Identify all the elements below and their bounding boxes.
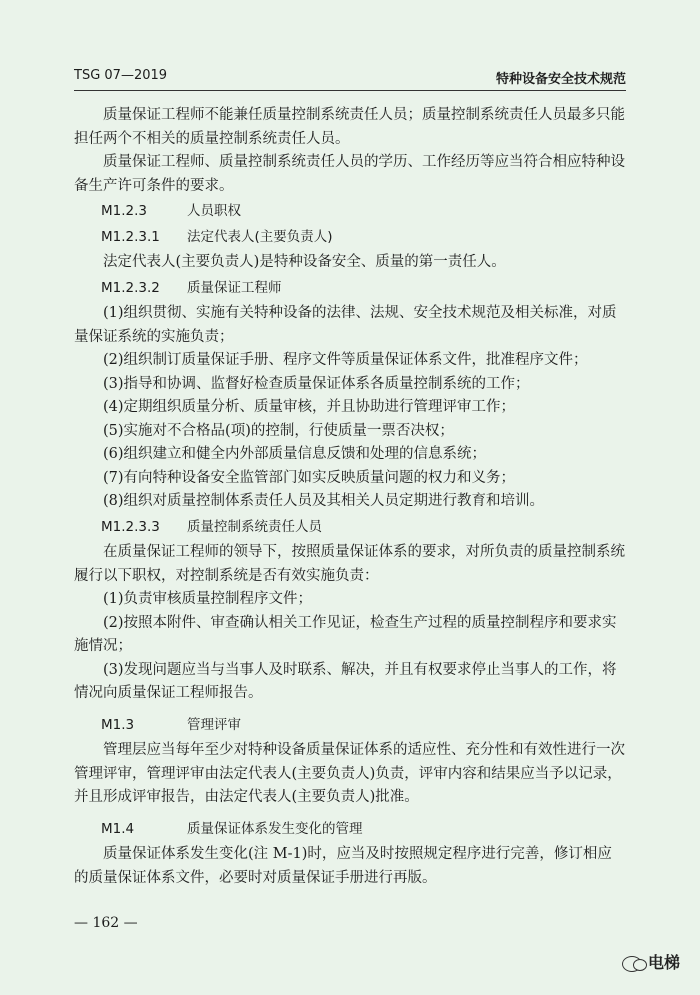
section-title: 人员职权 — [187, 203, 241, 219]
header-title: 特种设备安全技术规范 — [495, 72, 626, 87]
list-item: (3)指导和协调、监督好检查质量保证体系各质量控制系统的工作； — [103, 375, 530, 392]
section-number: M1.2.3 — [101, 203, 147, 219]
section-title: 质量控制系统责任人员 — [187, 518, 322, 535]
page-header — [74, 68, 626, 90]
section-number: M1.2.3.3 — [101, 518, 160, 535]
section-heading — [74, 714, 626, 738]
section-heading — [74, 200, 626, 224]
paragraph: 在质量保证工程师的领导下，按照质量保证体系的要求，对所负责的质量控制系统履行以下职权，对控制系统是否有效实施负责： — [74, 544, 625, 584]
list-item: (1)负责审核质量控制程序文件； — [103, 591, 313, 607]
list-item: (3)发现问题应当与当事人及时联系、解决，并且有权要求停止当事人的工作，将情况向质量保证工程师报告。 — [74, 661, 617, 701]
section-title: 管理评审 — [187, 716, 241, 733]
paragraph: 质量保证体系发生变化(注 M-1)时，应当及时按照规定程序进行完善，修订相应的质量保证体系文件，必要时对质量保证手册进行再版。 — [74, 846, 612, 886]
list-item: (5)实施对不合格品(项)的控制，行使质量一票否决权； — [103, 422, 454, 439]
section-number: M1.2.3.1 — [101, 228, 160, 245]
list-item: (4)定期组织质量分析、质量审核，并且协助进行管理评审工作； — [103, 399, 516, 415]
logo-text: 电梯 — [647, 953, 680, 972]
list-item: (6)组织建立和健全内外部质量信息反馈和处理的信息系统； — [103, 446, 487, 462]
section-number: M1.3 — [101, 716, 135, 733]
section-heading — [74, 818, 626, 842]
watermark-logo — [622, 950, 680, 973]
chat-bubbles-icon — [622, 956, 642, 972]
section-heading — [74, 226, 626, 250]
list-item: (2)按照本附件、审查确认相关工作见证，检查生产过程的质量控制程序和要求实施情况； — [74, 614, 617, 654]
document-body — [74, 104, 626, 890]
list-item: (2)组织制订质量保证手册、程序文件等质量保证体系文件，批准程序文件； — [103, 352, 588, 368]
list-item: (8)组织对质量控制体系责任人员及其相关人员定期进行教育和培训。 — [103, 493, 545, 509]
paragraph: 管理层应当每年至少对特种设备质量保证体系的适应性、充分性和有效性进行一次管理评审，管理评审由法定代表人(主要负责人)负责，评审内容和结果应当予以记录，并且形成评审报告，由法定代表人(主要负责人)批准。 — [74, 742, 625, 805]
section-heading — [74, 277, 626, 301]
list-item: (7)有向特种设备安全监管部门如实反映质量问题的权力和义务； — [103, 469, 516, 486]
section-number: M1.4 — [101, 820, 135, 837]
paragraph: 质量保证工程师不能兼任质量控制系统责任人员；质量控制系统责任人员最多只能担任两个不相关的质量控制系统责任人员。 — [74, 107, 625, 147]
section-title: 法定代表人(主要负责人) — [187, 228, 333, 245]
standard-code: TSG 07—2019 — [74, 68, 168, 83]
paragraph: 质量保证工程师、质量控制系统责任人员的学历、工作经历等应当符合相应特种设备生产许可条件的要求。 — [74, 154, 625, 194]
paragraph: 法定代表人(主要负责人)是特种设备安全、质量的第一责任人。 — [103, 254, 506, 270]
page-number: — 162 — — [74, 915, 138, 931]
header-rule — [74, 90, 626, 91]
section-number: M1.2.3.2 — [101, 279, 160, 296]
section-title: 质量保证体系发生变化的管理 — [187, 820, 363, 837]
list-item: (1)组织贯彻、实施有关特种设备的法律、法规、安全技术规范及相关标准，对质量保证系统的实施负责； — [74, 305, 617, 345]
section-title: 质量保证工程师 — [187, 279, 282, 296]
section-heading — [74, 516, 626, 540]
